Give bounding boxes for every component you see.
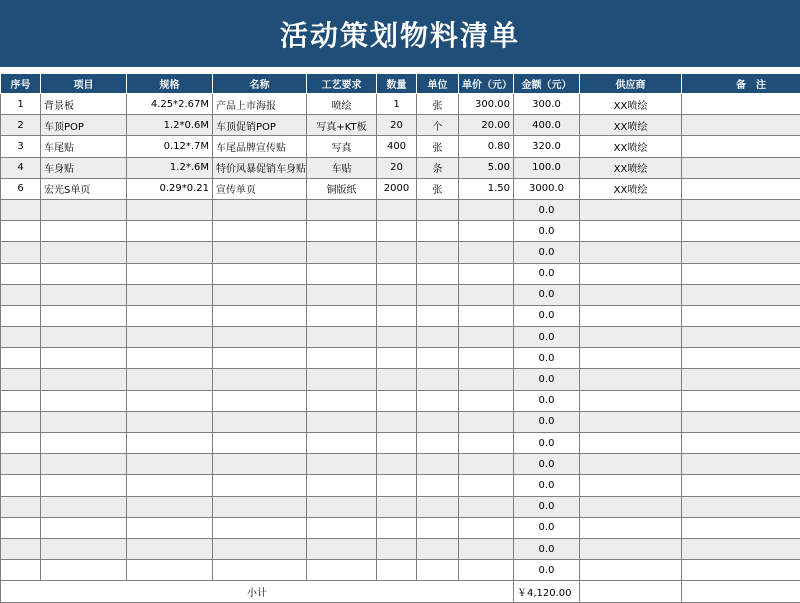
cell-unit[interactable] (417, 369, 459, 390)
cell-name[interactable] (213, 411, 307, 432)
cell-supplier[interactable] (580, 327, 682, 348)
cell-no[interactable] (1, 327, 41, 348)
cell-no[interactable]: 4 (1, 157, 41, 178)
cell-unit[interactable] (417, 496, 459, 517)
cell-price[interactable] (459, 242, 514, 263)
cell-supplier[interactable] (580, 475, 682, 496)
cell-craft[interactable]: 喷绘 (307, 94, 377, 115)
cell-spec[interactable] (127, 433, 213, 454)
cell-supplier[interactable] (580, 390, 682, 411)
cell-price[interactable] (459, 390, 514, 411)
cell-supplier[interactable]: XX喷绘 (580, 115, 682, 136)
cell-remark[interactable] (682, 454, 800, 475)
cell-amount[interactable]: 0.0 (514, 560, 580, 581)
cell-unit[interactable]: 张 (417, 178, 459, 199)
cell-supplier[interactable] (580, 221, 682, 242)
cell-no[interactable] (1, 348, 41, 369)
cell-craft[interactable] (307, 454, 377, 475)
cell-craft[interactable] (307, 475, 377, 496)
cell-spec[interactable] (127, 221, 213, 242)
cell-supplier[interactable] (580, 199, 682, 220)
table-row (1, 369, 800, 390)
table-row (1, 475, 800, 496)
cell-supplier[interactable]: XX喷绘 (580, 94, 682, 115)
header-name[interactable]: 名称 (213, 74, 307, 94)
cell-supplier[interactable] (580, 496, 682, 517)
cell-qty[interactable]: 20 (377, 115, 417, 136)
cell-no[interactable] (1, 221, 41, 242)
cell-item[interactable] (41, 560, 127, 581)
table-row (1, 517, 800, 538)
cell-item[interactable] (41, 348, 127, 369)
cell-name[interactable] (213, 284, 307, 305)
cell-remark[interactable] (682, 263, 800, 284)
cell-price[interactable] (459, 517, 514, 538)
cell-supplier[interactable] (580, 242, 682, 263)
cell-spec[interactable] (127, 199, 213, 220)
cell-qty[interactable] (377, 199, 417, 220)
table-row (1, 538, 800, 559)
cell-craft[interactable] (307, 560, 377, 581)
cell-spec[interactable] (127, 284, 213, 305)
cell-item[interactable] (41, 390, 127, 411)
cell-name[interactable]: 车顶促销POP (213, 115, 307, 136)
cell-unit[interactable] (417, 199, 459, 220)
cell-qty[interactable] (377, 496, 417, 517)
cell-no[interactable] (1, 411, 41, 432)
cell-name[interactable] (213, 199, 307, 220)
cell-amount[interactable]: 0.0 (514, 327, 580, 348)
cell-item[interactable] (41, 263, 127, 284)
cell-no[interactable] (1, 475, 41, 496)
cell-qty[interactable] (377, 348, 417, 369)
cell-craft[interactable] (307, 348, 377, 369)
cell-name[interactable] (213, 560, 307, 581)
cell-remark[interactable] (682, 284, 800, 305)
header-remark[interactable]: 备 注 (682, 74, 800, 94)
cell-spec[interactable] (127, 263, 213, 284)
cell-price[interactable] (459, 411, 514, 432)
cell-unit[interactable] (417, 305, 459, 326)
cell-remark[interactable] (682, 221, 800, 242)
cell-no[interactable] (1, 560, 41, 581)
cell-supplier[interactable] (580, 433, 682, 454)
cell-spec[interactable]: 4.25*2.67M (127, 94, 213, 115)
cell-qty[interactable] (377, 305, 417, 326)
cell-price[interactable] (459, 221, 514, 242)
cell-remark[interactable] (682, 475, 800, 496)
cell-no[interactable] (1, 284, 41, 305)
cell-item[interactable] (41, 221, 127, 242)
cell-name[interactable] (213, 517, 307, 538)
cell-qty[interactable] (377, 475, 417, 496)
cell-remark[interactable] (682, 115, 800, 136)
table-row (1, 157, 800, 178)
cell-craft[interactable] (307, 263, 377, 284)
cell-amount[interactable]: 100.0 (514, 157, 580, 178)
cell-price[interactable] (459, 284, 514, 305)
cell-item[interactable] (41, 284, 127, 305)
cell-item[interactable]: 背景板 (41, 94, 127, 115)
header-supplier[interactable]: 供应商 (580, 74, 682, 94)
cell-spec[interactable] (127, 475, 213, 496)
table-row (1, 178, 800, 199)
cell-craft[interactable] (307, 390, 377, 411)
cell-no[interactable] (1, 517, 41, 538)
cell-spec[interactable] (127, 369, 213, 390)
header-spec[interactable]: 规格 (127, 74, 213, 94)
cell-price[interactable]: 5.00 (459, 157, 514, 178)
cell-craft[interactable] (307, 411, 377, 432)
total-amount[interactable]: ￥4,120.00 (514, 581, 580, 602)
cell-remark[interactable] (682, 136, 800, 157)
cell-name[interactable] (213, 242, 307, 263)
cell-name[interactable]: 车尾品牌宣传贴 (213, 136, 307, 157)
cell-item[interactable] (41, 538, 127, 559)
cell-no[interactable] (1, 538, 41, 559)
cell-amount[interactable]: 400.0 (514, 115, 580, 136)
header-craft[interactable]: 工艺要求 (307, 74, 377, 94)
cell-unit[interactable] (417, 284, 459, 305)
cell-qty[interactable] (377, 454, 417, 475)
cell-no[interactable] (1, 242, 41, 263)
cell-remark[interactable] (682, 242, 800, 263)
cell-spec[interactable] (127, 327, 213, 348)
cell-qty[interactable] (377, 390, 417, 411)
cell-qty[interactable] (377, 411, 417, 432)
cell-unit[interactable] (417, 560, 459, 581)
cell-unit[interactable] (417, 517, 459, 538)
cell-price[interactable] (459, 199, 514, 220)
cell-no[interactable] (1, 369, 41, 390)
cell-craft[interactable] (307, 242, 377, 263)
cell-name[interactable]: 宣传单页 (213, 178, 307, 199)
cell-craft[interactable]: 写真 (307, 136, 377, 157)
cell-unit[interactable] (417, 475, 459, 496)
cell-remark[interactable] (682, 390, 800, 411)
cell-price[interactable] (459, 433, 514, 454)
cell-amount[interactable]: 0.0 (514, 411, 580, 432)
cell-unit[interactable] (417, 433, 459, 454)
cell-remark[interactable] (682, 369, 800, 390)
cell-amount[interactable]: 0.0 (514, 305, 580, 326)
cell-price[interactable] (459, 538, 514, 559)
cell-supplier[interactable]: XX喷绘 (580, 178, 682, 199)
header-price[interactable]: 单价（元） (459, 74, 514, 94)
cell-item[interactable] (41, 327, 127, 348)
cell-item[interactable] (41, 454, 127, 475)
cell-name[interactable] (213, 327, 307, 348)
cell-name[interactable]: 特价风暴促销车身贴 (213, 157, 307, 178)
cell-spec[interactable] (127, 390, 213, 411)
cell-amount[interactable]: 0.0 (514, 517, 580, 538)
cell-price[interactable]: 1.50 (459, 178, 514, 199)
cell-no[interactable] (1, 454, 41, 475)
cell-spec[interactable] (127, 305, 213, 326)
title-bar (0, 0, 800, 67)
cell-qty[interactable]: 1 (377, 94, 417, 115)
cell-price[interactable] (459, 475, 514, 496)
cell-qty[interactable]: 2000 (377, 178, 417, 199)
table-row (1, 327, 800, 348)
cell-craft[interactable] (307, 369, 377, 390)
cell-amount[interactable]: 0.0 (514, 221, 580, 242)
cell-craft[interactable] (307, 496, 377, 517)
cell-item[interactable] (41, 199, 127, 220)
cell-unit[interactable] (417, 411, 459, 432)
cell-supplier[interactable] (580, 411, 682, 432)
page-title: 活动策划物料清单 (280, 14, 520, 54)
cell-remark[interactable] (682, 433, 800, 454)
cell-spec[interactable]: 1.2*0.6M (127, 115, 213, 136)
cell-remark[interactable] (682, 411, 800, 432)
cell-remark[interactable] (682, 199, 800, 220)
cell-spec[interactable]: 0.12*.7M (127, 136, 213, 157)
cell-unit[interactable] (417, 348, 459, 369)
cell-unit[interactable] (417, 390, 459, 411)
cell-name[interactable] (213, 433, 307, 454)
cell-qty[interactable] (377, 327, 417, 348)
total-row (1, 581, 800, 602)
cell-supplier[interactable] (580, 348, 682, 369)
cell-unit[interactable]: 张 (417, 94, 459, 115)
cell-qty[interactable] (377, 538, 417, 559)
cell-unit[interactable] (417, 327, 459, 348)
cell-name[interactable] (213, 390, 307, 411)
cell-no[interactable]: 3 (1, 136, 41, 157)
cell-name[interactable] (213, 496, 307, 517)
cell-qty[interactable] (377, 560, 417, 581)
cell-remark[interactable] (682, 327, 800, 348)
cell-supplier[interactable]: XX喷绘 (580, 136, 682, 157)
cell-unit[interactable] (417, 263, 459, 284)
cell-no[interactable] (1, 496, 41, 517)
cell-amount[interactable]: 0.0 (514, 348, 580, 369)
cell-item[interactable] (41, 433, 127, 454)
cell-supplier[interactable] (580, 560, 682, 581)
table-row (1, 390, 800, 411)
cell-spec[interactable] (127, 411, 213, 432)
cell-price[interactable] (459, 263, 514, 284)
table-header-row (1, 74, 800, 94)
header-amount[interactable]: 金额（元） (514, 74, 580, 94)
cell-price[interactable] (459, 327, 514, 348)
cell-qty[interactable] (377, 242, 417, 263)
table-row (1, 560, 800, 581)
cell-supplier[interactable] (580, 454, 682, 475)
cell-amount[interactable]: 0.0 (514, 454, 580, 475)
cell-amount[interactable]: 0.0 (514, 538, 580, 559)
cell-qty[interactable] (377, 517, 417, 538)
table-row (1, 94, 800, 115)
cell-name[interactable] (213, 263, 307, 284)
cell-name[interactable] (213, 454, 307, 475)
cell-no[interactable] (1, 390, 41, 411)
cell-amount[interactable]: 300.0 (514, 94, 580, 115)
cell-price[interactable] (459, 560, 514, 581)
cell-item[interactable]: 车身贴 (41, 157, 127, 178)
header-qty[interactable]: 数量 (377, 74, 417, 94)
cell-craft[interactable]: 车贴 (307, 157, 377, 178)
cell-craft[interactable]: 写真+KT板 (307, 115, 377, 136)
cell-unit[interactable] (417, 454, 459, 475)
table-row (1, 221, 800, 242)
cell-no[interactable] (1, 433, 41, 454)
cell-remark[interactable] (682, 560, 800, 581)
cell-spec[interactable] (127, 496, 213, 517)
cell-spec[interactable] (127, 454, 213, 475)
cell-item[interactable]: 宏光S单页 (41, 178, 127, 199)
cell-remark[interactable] (682, 157, 800, 178)
cell-craft[interactable] (307, 538, 377, 559)
cell-unit[interactable] (417, 538, 459, 559)
table-row (1, 284, 800, 305)
cell-price[interactable] (459, 369, 514, 390)
cell-craft[interactable] (307, 221, 377, 242)
cell-amount[interactable]: 320.0 (514, 136, 580, 157)
cell-spec[interactable] (127, 560, 213, 581)
cell-craft[interactable] (307, 284, 377, 305)
cell-item[interactable] (41, 411, 127, 432)
cell-spec[interactable] (127, 348, 213, 369)
cell-amount[interactable]: 0.0 (514, 242, 580, 263)
header-unit[interactable]: 单位 (417, 74, 459, 94)
cell-no[interactable] (1, 263, 41, 284)
total-label[interactable]: 小计 (1, 581, 514, 602)
cell-craft[interactable]: 铜版纸 (307, 178, 377, 199)
cell-amount[interactable]: 0.0 (514, 199, 580, 220)
cell-name[interactable]: 产品上市海报 (213, 94, 307, 115)
cell-unit[interactable]: 个 (417, 115, 459, 136)
cell-supplier[interactable] (580, 305, 682, 326)
cell-supplier[interactable] (580, 538, 682, 559)
table-row (1, 199, 800, 220)
cell-amount[interactable]: 0.0 (514, 496, 580, 517)
cell-amount[interactable]: 3000.0 (514, 178, 580, 199)
cell-qty[interactable] (377, 221, 417, 242)
cell-amount[interactable]: 0.0 (514, 263, 580, 284)
cell-unit[interactable]: 张 (417, 136, 459, 157)
table-row (1, 136, 800, 157)
table-row (1, 411, 800, 432)
cell-craft[interactable] (307, 517, 377, 538)
cell-no[interactable]: 2 (1, 115, 41, 136)
cell-remark[interactable] (682, 94, 800, 115)
cell-price[interactable] (459, 454, 514, 475)
cell-craft[interactable] (307, 305, 377, 326)
cell-qty[interactable] (377, 284, 417, 305)
cell-name[interactable] (213, 369, 307, 390)
cell-unit[interactable]: 条 (417, 157, 459, 178)
cell-item[interactable] (41, 369, 127, 390)
cell-name[interactable] (213, 221, 307, 242)
cell-qty[interactable]: 20 (377, 157, 417, 178)
table-row (1, 433, 800, 454)
cell-qty[interactable] (377, 433, 417, 454)
cell-name[interactable] (213, 348, 307, 369)
cell-no[interactable]: 6 (1, 178, 41, 199)
table-row (1, 305, 800, 326)
cell-price[interactable]: 0.80 (459, 136, 514, 157)
cell-price[interactable]: 20.00 (459, 115, 514, 136)
cell-supplier[interactable] (580, 517, 682, 538)
table-row (1, 348, 800, 369)
cell-item[interactable] (41, 475, 127, 496)
cell-remark[interactable] (682, 178, 800, 199)
cell-item[interactable] (41, 242, 127, 263)
cell-amount[interactable]: 0.0 (514, 433, 580, 454)
cell-qty[interactable] (377, 263, 417, 284)
cell-qty[interactable]: 400 (377, 136, 417, 157)
cell-remark[interactable] (682, 517, 800, 538)
cell-unit[interactable] (417, 221, 459, 242)
cell-remark[interactable] (682, 348, 800, 369)
cell-supplier[interactable] (580, 284, 682, 305)
cell-item[interactable] (41, 305, 127, 326)
table-row (1, 263, 800, 284)
cell-supplier[interactable] (580, 369, 682, 390)
cell-craft[interactable] (307, 327, 377, 348)
cell-name[interactable] (213, 538, 307, 559)
cell-price[interactable]: 300.00 (459, 94, 514, 115)
total-supplier-cell[interactable] (580, 581, 682, 602)
cell-no[interactable] (1, 305, 41, 326)
cell-supplier[interactable]: XX喷绘 (580, 157, 682, 178)
cell-qty[interactable] (377, 369, 417, 390)
cell-spec[interactable]: 1.2*.6M (127, 157, 213, 178)
cell-supplier[interactable] (580, 263, 682, 284)
header-no[interactable]: 序号 (1, 74, 41, 94)
table-row (1, 454, 800, 475)
cell-craft[interactable] (307, 199, 377, 220)
cell-remark[interactable] (682, 305, 800, 326)
table-row (1, 115, 800, 136)
cell-no[interactable] (1, 199, 41, 220)
cell-item[interactable] (41, 496, 127, 517)
cell-item[interactable]: 车顶POP (41, 115, 127, 136)
cell-price[interactable] (459, 496, 514, 517)
cell-name[interactable] (213, 475, 307, 496)
cell-price[interactable] (459, 305, 514, 326)
cell-amount[interactable]: 0.0 (514, 390, 580, 411)
cell-item[interactable]: 车尾贴 (41, 136, 127, 157)
cell-price[interactable] (459, 348, 514, 369)
cell-spec[interactable] (127, 517, 213, 538)
table-row (1, 496, 800, 517)
cell-name[interactable] (213, 305, 307, 326)
cell-spec[interactable]: 0.29*0.21 (127, 178, 213, 199)
materials-table (0, 73, 800, 603)
cell-spec[interactable] (127, 538, 213, 559)
table-row (1, 242, 800, 263)
cell-unit[interactable] (417, 242, 459, 263)
cell-item[interactable] (41, 517, 127, 538)
cell-remark[interactable] (682, 538, 800, 559)
header-item[interactable]: 项目 (41, 74, 127, 94)
cell-remark[interactable] (682, 496, 800, 517)
cell-amount[interactable]: 0.0 (514, 284, 580, 305)
cell-spec[interactable] (127, 242, 213, 263)
cell-amount[interactable]: 0.0 (514, 369, 580, 390)
cell-craft[interactable] (307, 433, 377, 454)
cell-amount[interactable]: 0.0 (514, 475, 580, 496)
cell-no[interactable]: 1 (1, 94, 41, 115)
total-remark-cell[interactable] (682, 581, 800, 602)
